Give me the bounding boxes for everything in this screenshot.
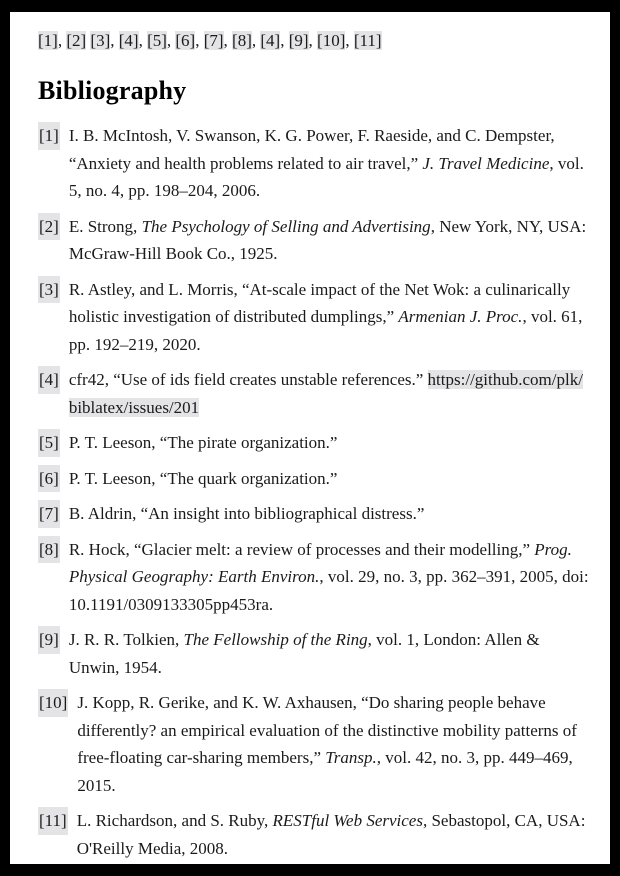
entry-label-link[interactable]: [3] — [38, 276, 60, 304]
citation-separator: , — [223, 31, 233, 50]
entry-text — [69, 366, 598, 421]
citation-line — [38, 28, 598, 54]
citation-ref-link[interactable]: [1] — [38, 31, 58, 50]
entry-text — [69, 536, 598, 619]
entry-title-italic: The Fellowship of the Ring — [183, 630, 368, 649]
citation-separator: , — [110, 31, 119, 50]
citation-separator: , — [138, 31, 148, 50]
entry-text — [69, 429, 598, 457]
citation-ref-link[interactable]: [10] — [317, 31, 346, 50]
citation-separator: , — [166, 31, 176, 50]
bibliography-entry — [38, 626, 598, 681]
citation-ref-link[interactable]: [11] — [353, 31, 382, 50]
entry-label-link[interactable]: [2] — [38, 213, 60, 241]
entry-text-segment: J. R. R. Tolkien, — [68, 630, 184, 649]
entry-title-italic: Transp. — [325, 748, 377, 767]
citation-separator: , — [195, 31, 204, 50]
entry-title-italic: RESTful Web Services — [272, 811, 423, 830]
citation-separator: , — [345, 31, 354, 50]
entry-label-link[interactable]: [4] — [38, 366, 60, 394]
entry-text-segment: R. Astley, and L. Morris, “At-scale impact of the Net Wok: a culinarically holistic investigation of distributed dumplings,” — [68, 279, 571, 326]
citation-ref-link[interactable]: [5] — [147, 31, 167, 50]
entry-text-segment: cfr42, “Use of ids field creates unstable references.” — [68, 370, 428, 389]
entry-label-link[interactable]: [5] — [38, 429, 60, 457]
bibliography-heading: Bibliography — [38, 76, 187, 105]
citation-ref-link[interactable]: [3] — [90, 31, 111, 50]
citation-separator: , — [57, 31, 67, 50]
citation-ref-link[interactable]: [7] — [203, 31, 224, 50]
citation-ref-link[interactable]: [4] — [260, 31, 281, 50]
document-page — [10, 12, 610, 864]
citation-separator: , — [280, 31, 289, 50]
entry-text-segment: E. Strong, — [68, 216, 142, 236]
bibliography-entry — [38, 807, 598, 862]
entry-title-italic: J. Travel Medicine — [422, 153, 550, 173]
entry-text-segment: R. Hock, “Glacier melt: a review of processes and their modelling,” — [68, 539, 535, 559]
entry-text — [77, 807, 598, 862]
entry-label-link[interactable]: [10] — [38, 689, 68, 717]
entry-text-segment: , vol. 42, no. 3, pp. 449–469, 2015. — [77, 748, 573, 795]
bibliography-entry — [38, 689, 598, 799]
entry-label-link[interactable]: [1] — [38, 122, 60, 150]
entry-text — [77, 689, 598, 799]
entry-text-segment: I. B. McIntosh, V. Swanson, K. G. Power, F. Raeside, and C. Dempster, “Anxiety and health problems related to air travel,” — [68, 126, 555, 173]
citation-separator: , — [308, 31, 318, 50]
bibliography-entry — [38, 465, 598, 493]
entry-text-segment: , Sebastopol, CA, USA: O'Reilly Media, 2008. — [76, 811, 586, 858]
citation-ref-link[interactable]: [2] — [66, 31, 87, 50]
entry-title-italic: Prog. Physical Geography: Earth Environ. — [68, 539, 572, 586]
entry-text — [69, 122, 598, 205]
entry-label-link[interactable]: [6] — [38, 465, 60, 493]
entry-text — [69, 500, 598, 528]
entry-text — [69, 213, 598, 268]
entry-label-link[interactable]: [8] — [38, 536, 60, 564]
entry-label-link[interactable]: [7] — [38, 500, 60, 528]
bibliography-entry — [38, 500, 598, 528]
entry-title-italic: Armenian J. Proc. — [398, 307, 523, 326]
bibliography-list — [38, 122, 598, 862]
entry-text-segment: P. T. Leeson, “The quark organization.” — [68, 468, 338, 488]
entry-text-segment: , vol. 5, no. 4, pp. 198–204, 2006. — [68, 153, 584, 200]
entry-text-segment: P. T. Leeson, “The pirate organization.” — [68, 433, 338, 452]
entry-label-link[interactable]: [11] — [38, 807, 68, 835]
entry-text-segment: J. Kopp, R. Gerike, and K. W. Axhausen, “Do sharing people behave differently? an empirical evaluation of the distinctive mobility patterns of free-floating car-sharing members,” — [77, 693, 577, 767]
entry-text-segment: , vol. 1, London: Allen & Unwin, 1954. — [68, 630, 540, 677]
entry-label-link[interactable]: [9] — [38, 626, 60, 654]
bibliography-entry — [38, 366, 598, 421]
bibliography-entry — [38, 122, 598, 205]
entry-text-segment: , New York, NY, USA: McGraw-Hill Book Co., 1925. — [68, 216, 587, 263]
citation-ref-link[interactable]: [9] — [288, 31, 309, 50]
bibliography-entry — [38, 276, 598, 359]
entry-text — [69, 465, 598, 493]
entry-text-segment: , vol. 61, pp. 192–219, 2020. — [68, 307, 583, 354]
bibliography-entry — [38, 429, 598, 457]
entry-text-segment: L. Richardson, and S. Ruby, — [76, 811, 273, 830]
entry-url-link[interactable]: https://github.com/plk/biblatex/issues/201 — [68, 370, 583, 417]
bibliography-entry — [38, 213, 598, 268]
entry-text-segment: , vol. 29, no. 3, pp. 362–391, 2005, doi: 10.1191/0309133305pp453ra. — [68, 567, 589, 614]
citation-ref-link[interactable]: [8] — [232, 31, 252, 50]
bibliography-entry — [38, 536, 598, 619]
citation-separator: , — [251, 31, 261, 50]
entry-title-italic: The Psychology of Selling and Advertising — [141, 216, 431, 236]
citation-ref-link[interactable]: [4] — [118, 31, 139, 50]
entry-text — [69, 276, 598, 359]
citation-ref-link[interactable]: [6] — [175, 31, 196, 50]
entry-text — [69, 626, 598, 681]
entry-text-segment: B. Aldrin, “An insight into bibliographical distress.” — [68, 504, 425, 523]
